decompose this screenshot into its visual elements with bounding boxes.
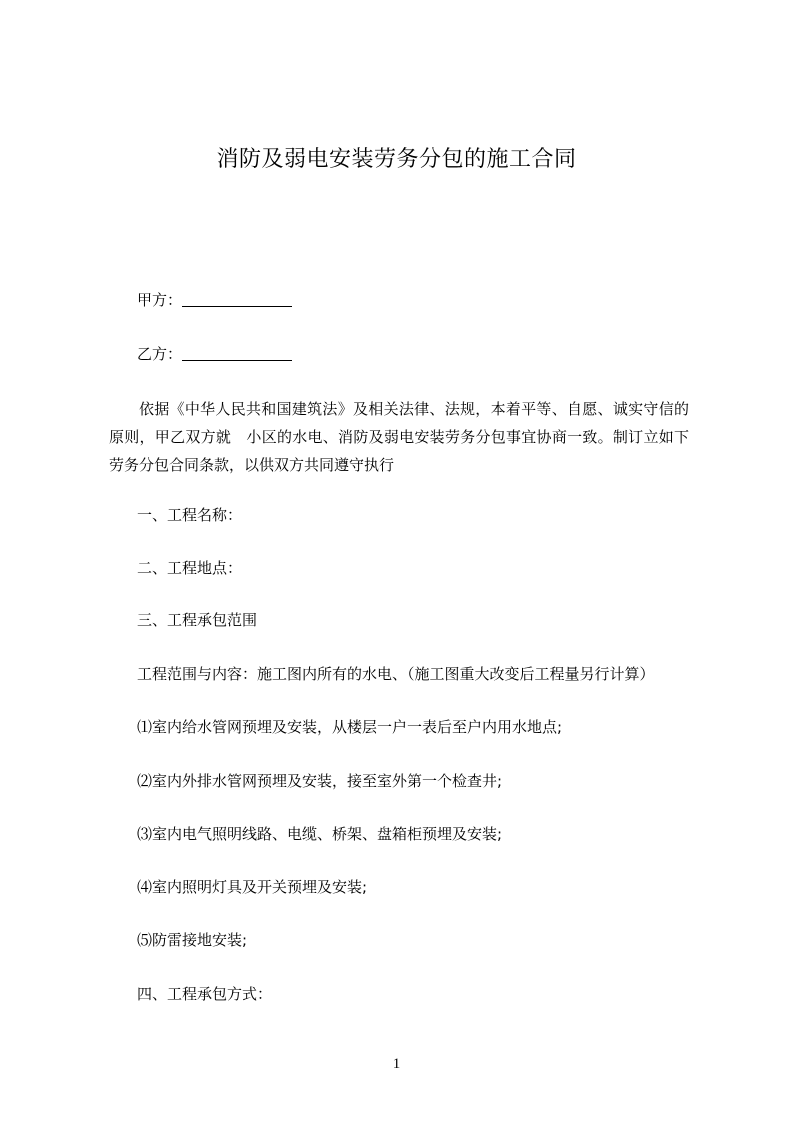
section-contract-method: 四、工程承包方式：	[137, 985, 273, 1003]
scope-item-lighting: ⑷室内照明灯具及开关预埋及安装;	[137, 878, 368, 896]
document-title: 消防及弱电安装劳务分包的施工合同	[216, 147, 577, 172]
scope-description: 工程范围与内容：施工图内所有的水电、（施工图重大改变后工程量另行计算）	[137, 665, 655, 683]
party-a-label: 甲方：	[137, 291, 183, 309]
scope-item-lightning-grounding: ⑸防雷接地安装;	[137, 931, 248, 949]
party-b-blank	[182, 346, 292, 361]
party-a-line	[137, 290, 292, 310]
intro-paragraph: 依据《中华人民共和国建筑法》及相关法律、法规，本着平等、自愿、诚实守信的原则，甲乙双方就 小区的水电、消防及弱电安装劳务分包事宜协商一致。制订立如下劳务分包合同条款，以供双方共同遵守执行	[109, 400, 689, 474]
section-project-scope: 三、工程承包范围	[137, 611, 258, 629]
section-project-location: 二、工程地点：	[137, 559, 243, 577]
page-number: 1	[392, 1056, 401, 1072]
party-b-label: 乙方：	[137, 345, 183, 363]
party-a-blank	[182, 292, 292, 307]
scope-item-water-supply: ⑴室内给水管网预埋及安装，从楼层一户一表后至户内用水地点;	[137, 718, 563, 736]
party-b-line	[137, 344, 292, 364]
section-project-name: 一、工程名称：	[137, 506, 243, 524]
scope-item-electrical: ⑶室内电气照明线路、电缆、桥架、盘箱柜预埋及安装;	[137, 825, 503, 843]
scope-item-drainage: ⑵室内外排水管网预埋及安装，接至室外第一个检查井;	[137, 772, 503, 790]
